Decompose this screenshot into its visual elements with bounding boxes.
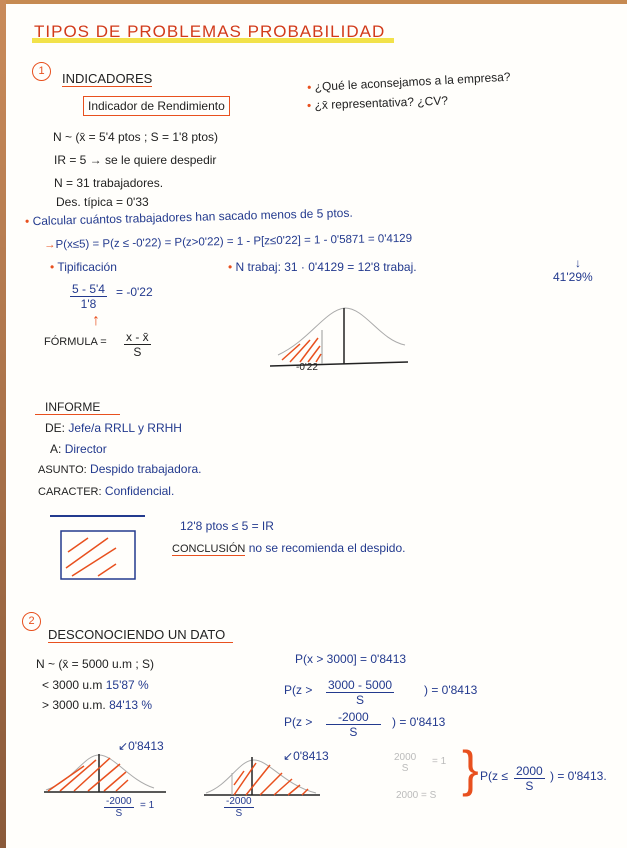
faint-line-2: 2000 = S: [396, 790, 437, 801]
divider-line: [50, 515, 145, 517]
equation-1: P(x > 3000] = 0'8413: [295, 652, 407, 666]
curve-2-fraction: [104, 796, 134, 819]
section-number-2: 2: [22, 612, 41, 631]
equation-2-prefix: P(z >: [284, 683, 313, 697]
fraction-numerator: -2000: [326, 710, 381, 725]
final-suffix: ) = 0'8413.: [550, 769, 607, 783]
tipificacion-label: • Tipificación: [50, 260, 117, 274]
given-below-3000: < 3000 u.m 15'87 %: [42, 678, 149, 692]
conclusion-line: CONCLUSIÓN no se recomienda el despido.: [172, 541, 406, 555]
section-heading-desconociendo: DESCONOCIENDO UN DATO: [48, 627, 233, 643]
given-desviacion: Des. típica = 0'33: [56, 195, 149, 209]
fraction-numerator: 3000 - 5000: [328, 678, 393, 692]
task-line: • Calcular cuántos trabajadores han sacado menos de 5 ptos.: [24, 205, 353, 229]
informe-row-caracter: CARACTER: Confidencial.: [38, 484, 175, 498]
formula-numerator: x - x̄: [126, 330, 149, 344]
curve-2-equation: = 1: [140, 800, 155, 811]
fraction-denominator: S: [356, 693, 365, 707]
final-prefix: P(z ≤: [480, 769, 508, 783]
fraction-denominator: S: [349, 725, 358, 739]
page-title: TIPOS DE PROBLEMAS PROBABILIDAD: [34, 22, 386, 41]
curve-2-label: ↙0'8413: [118, 739, 164, 753]
given-n: N = 31 trabajadores.: [54, 176, 164, 190]
fraction-denominator: S: [525, 779, 534, 793]
question-1: • ¿Qué le aconsejamos a la empresa?: [306, 69, 511, 95]
final-fraction: [514, 764, 545, 793]
percent-result: 41'29%: [553, 270, 593, 284]
fraction-numerator: 5 - 5'4: [72, 282, 105, 296]
section-heading-indicadores: INDICADORES: [62, 71, 153, 86]
informe-heading: INFORME: [35, 400, 120, 415]
fraction-denominator: S: [235, 808, 243, 819]
equation-3-prefix: P(z >: [284, 715, 313, 729]
given-ir: IR = 5 → se le quiere despedir: [54, 153, 217, 167]
n-trabaj-line: • N trabaj: 31 · 0'4129 = 12'8 trabaj.: [228, 260, 417, 274]
formula-fraction: [124, 330, 151, 359]
fraction-numerator: -2000: [106, 796, 132, 807]
curve-1-label: -0'22: [296, 362, 318, 373]
equation-2-fraction: [326, 678, 394, 707]
fraction-denominator: S: [401, 763, 409, 774]
faint-fraction: [394, 752, 416, 774]
formula-denominator: S: [133, 345, 142, 359]
fraction-numerator: 2000: [394, 752, 417, 763]
given-distribution: N ~ (x̄ = 5'4 ptos ; S = 1'8 ptos): [53, 130, 218, 144]
hatched-box: [60, 530, 136, 580]
fraction-denominator: 1'8: [80, 297, 97, 311]
equation-3-suffix: ) = 0'8413: [392, 715, 446, 729]
normal-curve-2: [44, 750, 170, 800]
tipificacion-fraction: [70, 282, 107, 311]
section-number-1: 1: [32, 62, 51, 81]
given-distribution-2: N ~ (x̄ = 5000 u.m ; S): [36, 657, 155, 671]
informe-row-asunto: ASUNTO: Despido trabajadora.: [38, 462, 202, 476]
curve-3-fraction: [224, 796, 254, 819]
conclusion-result: 12'8 ptos ≤ 5 = IR: [180, 519, 274, 533]
informe-row-de: DE: Jefe/a RRLL y RRHH: [45, 421, 182, 435]
fraction-numerator: -2000: [226, 796, 252, 807]
fraction-denominator: S: [115, 808, 123, 819]
fraction-numerator: 2000: [516, 764, 543, 778]
formula-label: FÓRMULA =: [44, 336, 107, 348]
indicador-box: Indicador de Rendimiento: [83, 96, 230, 116]
tipificacion-result: = -0'22: [116, 285, 153, 299]
curve-3-label: ↙0'8413: [283, 749, 329, 763]
brace-icon: }: [462, 741, 479, 797]
normal-curve-1: [270, 300, 410, 370]
question-2: • ¿x̄ representativa? ¿CV?: [306, 93, 449, 113]
down-arrow-icon: ↓: [575, 256, 581, 270]
faint-equation: = 1: [432, 756, 447, 767]
given-above-3000: > 3000 u.m. 84'13 %: [42, 698, 153, 712]
informe-row-a: A: Director: [50, 442, 107, 456]
up-arrow-icon: ↑: [92, 312, 100, 329]
equation-3-fraction: [326, 710, 381, 739]
equation-2-suffix: ) = 0'8413: [424, 683, 478, 697]
probability-line: →P(x≤5) = P(z ≤ -0'22) = P(z>0'22) = 1 - P[z≤0'22] = 1 - 0'5871 = 0'4129: [43, 232, 413, 252]
